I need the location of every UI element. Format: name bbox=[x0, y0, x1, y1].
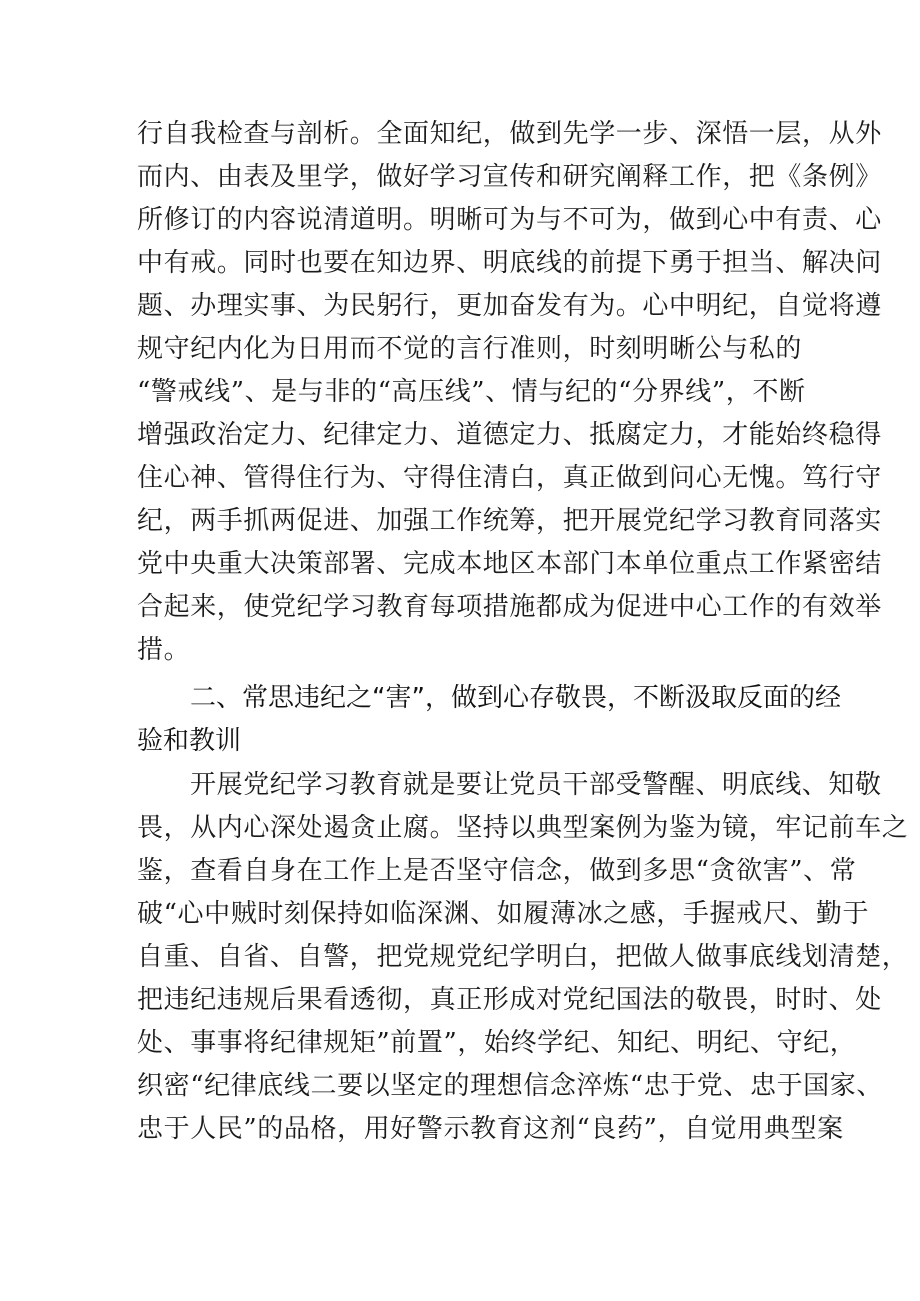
paragraph-line: 自重、自省、自警，把党规党纪学明白，把做人做事底线划清楚， bbox=[137, 942, 909, 972]
paragraph-line: “警戒线”、是与非的“高压线”、情与纪的“分界线”，不断 bbox=[137, 377, 806, 407]
paragraph-line: 增强政治定力、纪律定力、道德定力、抵腐定力，才能始终稳得 bbox=[137, 420, 882, 450]
paragraph-line: 鉴，查看自身在工作上是否坚守信念，做到多思“贪欲害”、常 bbox=[137, 856, 857, 886]
paragraph-line: 纪，两手抓两促进、加强工作统筹，把开展党纪学习教育同落实 bbox=[137, 506, 882, 536]
paragraph-line: 行自我检查与剖析。全面知纪，做到先学一步、深悟一层，从外 bbox=[137, 119, 882, 149]
paragraph-line: 规守纪内化为日用而不觉的言行准则，时刻明晰公与私的 bbox=[137, 334, 803, 364]
paragraph-line: 把违纪违规后果看透彻，真正形成对党纪国法的敬畏，时时、处 bbox=[137, 985, 882, 1015]
section-heading: 二、常思违纪之“害”，做到心存敬畏，不断汲取反面的经 bbox=[190, 683, 841, 713]
paragraph-line: 措。 bbox=[137, 635, 191, 665]
paragraph-line: 所修订的内容说清道明。明晰可为与不可为，做到心中有责、心 bbox=[137, 205, 882, 235]
paragraph-line: 处、事事将纪律规矩”前置”，始终学纪、知纪、明纪、守纪， bbox=[137, 1028, 857, 1058]
paragraph-line: 住心神、管得住行为、守得住清白，真正做到问心无愧。笃行守 bbox=[137, 463, 882, 493]
paragraph-line: 党中央重大决策部署、完成本地区本部门本单位重点工作紧密结 bbox=[137, 549, 882, 579]
paragraph-line: 织密“纪律底线二要以坚定的理想信念淬炼“忠于党、忠于国家、 bbox=[137, 1071, 883, 1101]
paragraph-line: 中有戒。同时也要在知边界、明底线的前提下勇于担当、解决问 bbox=[137, 248, 882, 278]
paragraph-line: 合起来，使党纪学习教育每项措施都成为促进中心工作的有效举 bbox=[137, 592, 882, 622]
section-heading-continued: 验和教训 bbox=[137, 726, 242, 756]
paragraph-line: 而内、由表及里学，做好学习宣传和研究阐释工作，把《条例》 bbox=[137, 162, 882, 192]
paragraph-line: 破“心中贼时刻保持如临深渊、如履薄冰之感，手握戒尺、勤于 bbox=[137, 899, 870, 929]
paragraph-line: 忠于人民”的品格，用好警示教育这剂“良药”，自觉用典型案 bbox=[137, 1114, 844, 1144]
paragraph-line: 开展党纪学习教育就是要让党员干部受警醒、明底线、知敬 bbox=[190, 770, 882, 800]
paragraph-line: 畏，从内心深处遏贪止腐。坚持以典型案例为鉴为镜，牢记前车之 bbox=[137, 813, 909, 843]
paragraph-line: 题、办理实事、为民躬行，更加奋发有为。心中明纪，自觉将遵 bbox=[137, 291, 882, 321]
